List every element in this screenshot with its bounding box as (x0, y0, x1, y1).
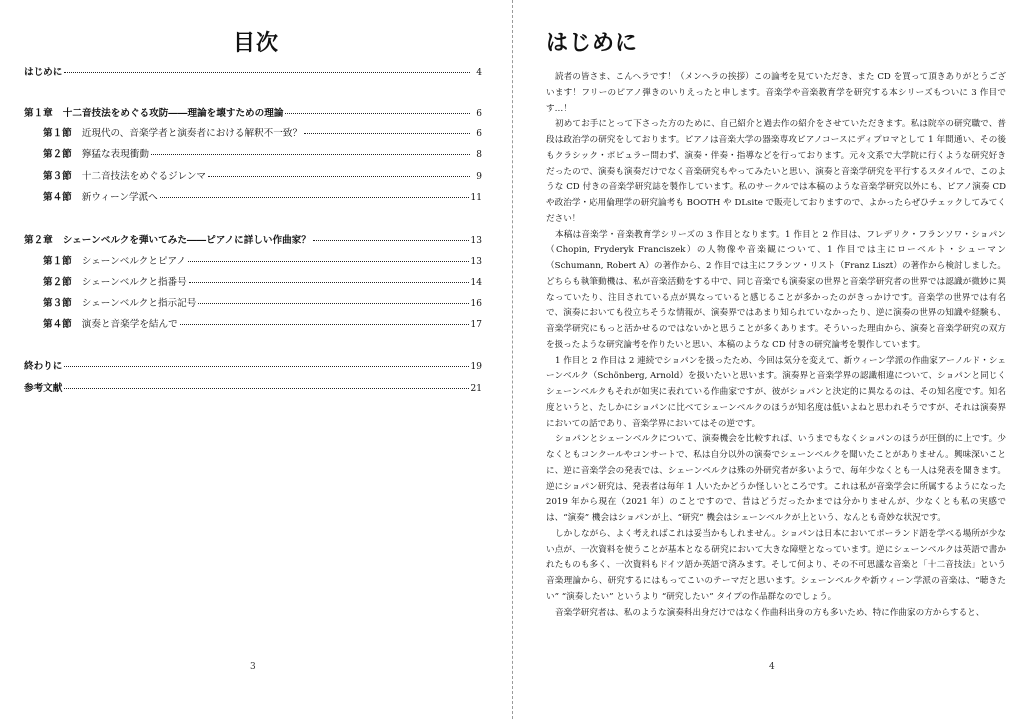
toc-entry-number: 第３節 (43, 171, 72, 182)
toc-entry-number: 第４節 (43, 192, 72, 203)
toc-section-entry[interactable] (24, 191, 482, 205)
body-paragraph: 読者の皆さま、こんへラです！（メンヘラの挨拶）この論考を見ていただき、また CD を買って頂きありがとうございます！フリーのピアノ弾きのいりえったと申します。音楽学や音楽教育学を研究する本シリーズもついに 3 作目です…！ (546, 72, 1006, 114)
toc-entry-page: 17 (470, 320, 482, 330)
body-paragraph: 音楽学研究者は、私のような演奏科出身だけではなく作曲科出身の方も多いため、特に作曲家の方からすると、 (555, 607, 985, 618)
toc-entry-label: 近現代の、音楽学者と演奏者における解釈不一致？ (81, 128, 303, 139)
toc-entry-label: シェーンベルクとピアノ (81, 256, 186, 267)
page-number-left: 3 (250, 662, 256, 672)
toc-chapter-entry[interactable] (24, 234, 482, 248)
toc-entry-page: 13 (470, 257, 482, 267)
toc-chapter-entry[interactable] (24, 66, 482, 80)
toc-entry-label: 十二音技法をめぐる攻防――理論を壊すための理論 (62, 108, 284, 119)
toc-leader-dots (180, 323, 469, 325)
page-divider (512, 0, 513, 719)
toc-leader-dots (285, 112, 470, 114)
toc-section-entry[interactable] (24, 127, 482, 141)
toc-entry-page: 13 (470, 236, 482, 246)
toc-leader-dots (188, 260, 469, 262)
toc-entry-label: 十二音技法をめぐるジレンマ (81, 171, 207, 182)
toc-entry-page: 21 (470, 384, 482, 394)
introduction-body (546, 70, 1006, 621)
toc-leader-dots (64, 71, 470, 73)
toc-entry-number: 第４節 (43, 319, 72, 330)
body-paragraph: ショパンとシェーンベルクについて、演奏機会を比較すれば、いうまでもなくショパンのほうが圧倒的に上です。少なくともコンクールやコンサートで、私は自分以外の演奏でシェーンベルクを聞いたことがありません。興味深いことに、逆に音楽学会の発表では、シェーンベルクは殊の外研究者が多いようで、毎年少なくとも一人は発表を聞きます。逆にショパン研究は、発表者は毎年 1 人いたかどうか怪しいところです。これは私が音楽学会に所属するようになった 2019 年から現在（2021 年）のことですので、昔はどうだったかまでは分かりませんが、少なくとも私の実感では、“演奏” 機会はショパンが上、“研究” 機会はシェーンベルクが上という、なんとも奇妙な状況です。 (546, 434, 1006, 523)
toc-leader-dots (198, 302, 468, 304)
toc-section-entry[interactable] (24, 148, 482, 162)
toc-section-entry[interactable] (24, 318, 482, 332)
toc-entry-page: 6 (476, 129, 482, 139)
toc-entry-label: シェーンベルクと指番号 (81, 277, 187, 288)
toc-leader-dots (313, 239, 469, 241)
body-paragraph: 1 作目と 2 作目は 2 連続でショパンを扱ったため、今回は気分を変えて、新ウィーン学派の作曲家アーノルド・シェーンベルク（Schönberg, Arnold）を扱いたいと思います。演奏界と音楽学界の認識相違について、ショパンと同じくシェーンベルクもそれが如実に表れている作曲家ですが、彼がショパンと決定的に異なるのは、その知名度です。知名度というと、たしかにショパンに比べてシェーンベルクのほうが知名度は低いよねと思われそうですが、それは演奏界においての話であり、音楽学界においてはその逆です。 (546, 355, 1006, 429)
toc-entry-page: 19 (470, 362, 482, 372)
body-paragraph: 本稿は音楽学・音楽教育学シリーズの 3 作目となります。1 作目と 2 作目は、フレデリク・フランソワ・ショパン（Chopin, Fryderyk Franciszek）の人物像や音楽観について、1 作目では主にローベルト・シューマン（Schumann, Robert A）の著作から、2 作目では主にフランツ・リスト（Franz Liszt）の著作から検討しました。どちらも執筆動機は、私が音楽活動をする中で、同じ音楽でも演奏家の世界と音楽学研究者の世界では認識が微妙に異なっていたり、注目されている点が異なっていると感じることが多かったのがきっかけです。音楽学の世界では有名で、演奏においても役立ちそうな情報が、演奏界ではあまり知られていなかったり、逆に演奏の世界の知識や経験も、音楽学研究にもっと活かせるのではないかと思うことが多くあります。そういった理由から、演奏と音楽学研究の双方を扱ったような研究論考を作りたいと思い、本稿のような CD 付きの研究論考を製作しています。 (546, 229, 1006, 350)
toc-entry-number: 第２節 (43, 277, 72, 288)
toc-entry-page: 8 (476, 150, 482, 160)
toc-entry-number: 第１節 (43, 128, 72, 139)
toc-entry-label: シェーンベルクを弾いてみた――ピアノに詳しい作曲家？ (62, 235, 311, 246)
toc-chapter-entry[interactable] (24, 107, 482, 121)
toc-entry-label: 終わりに (24, 361, 63, 372)
toc-entry-number: 第２章 (24, 235, 53, 246)
introduction-page (514, 0, 1024, 719)
toc-leader-dots (64, 387, 468, 389)
toc-leader-dots (189, 281, 469, 283)
toc-leader-dots (151, 153, 470, 155)
toc-entry-number: 第２節 (43, 149, 72, 160)
toc-entry-label: 獰猛な表現衝動 (81, 149, 149, 160)
toc-section-entry[interactable] (24, 255, 482, 269)
toc-entry-label: はじめに (24, 67, 63, 78)
toc-entry-page: 9 (476, 172, 482, 182)
toc-entry-label: シェーンベルクと指示記号 (81, 298, 197, 309)
toc-entry-label: 新ウィーン学派へ (81, 192, 158, 203)
toc-entry-page: 16 (470, 299, 482, 309)
toc-entry-number: 第１章 (24, 108, 53, 119)
introduction-title: はじめに (546, 30, 639, 56)
toc-section-entry[interactable] (24, 297, 482, 311)
toc-section-entry[interactable] (24, 170, 482, 184)
toc-leader-dots (304, 132, 470, 134)
toc-leader-dots (208, 175, 470, 177)
toc-leader-dots (160, 196, 469, 198)
toc-chapter-entry[interactable] (24, 360, 482, 374)
body-paragraph: 初めてお手にとって下さった方のために、自己紹介と過去作の紹介をさせていただきます。私は院卒の研究職で、普段は政治学の研究をしております。ピアノは音楽大学の器楽専攻ピアノコースにディプロマとして 1 年間通い、その後もクラシック・ポピュラー問わず、演奏・伴奏・指導などを行っております。元々文系で大学院に行くような研究好きだったので、演奏も演奏だけでなく音楽研究もやってみたいと思い、演奏と音楽学研究を平行するスタイルで、このような CD 付きの音楽学研究誌を製作しています。私のサークルでは本稿のような音楽学研究以外にも、ピアノ演奏 CD や政治学・応用倫理学の研究論考も BOOTH や DLsite で販売しておりますので、よかったらぜひチェックしてみてください！ (546, 119, 1006, 224)
body-paragraph: しかしながら、よく考えればこれは妥当かもしれません。ショパンは日本においてポーランド語を学べる場所が少ない点が、一次資料を使うことが基本となる研究において大きな障壁となっています。逆にシェーンベルクは英語で書かれたものも多く、一次資料もドイツ語か英語で済みます。そして何より、その不可思議な音楽と「十二音技法」という音楽理論から、研究するにはもってこいのテーマだと思います。シェーンベルクや新ウィーン学派の音楽は、“聴きたい” “演奏したい” というより “研究したい” タイプの作品群なのでしょう。 (546, 528, 1006, 602)
toc-entry-page: 6 (476, 109, 482, 119)
toc-entry-number: 第３節 (43, 298, 72, 309)
toc-leader-dots (64, 365, 468, 367)
toc-section-entry[interactable] (24, 276, 482, 290)
toc-entry-page: 11 (470, 193, 482, 203)
toc-entry-page: 14 (470, 278, 482, 288)
toc-chapter-entry[interactable] (24, 382, 482, 396)
toc-entry-number: 第１節 (43, 256, 72, 267)
toc-entry-label: 参考文献 (24, 383, 63, 394)
toc-entry-label: 演奏と音楽学を結んで (81, 319, 178, 330)
page-number-right: 4 (769, 662, 775, 672)
toc-title: 目次 (232, 30, 279, 56)
toc-entry-page: 4 (476, 68, 482, 78)
